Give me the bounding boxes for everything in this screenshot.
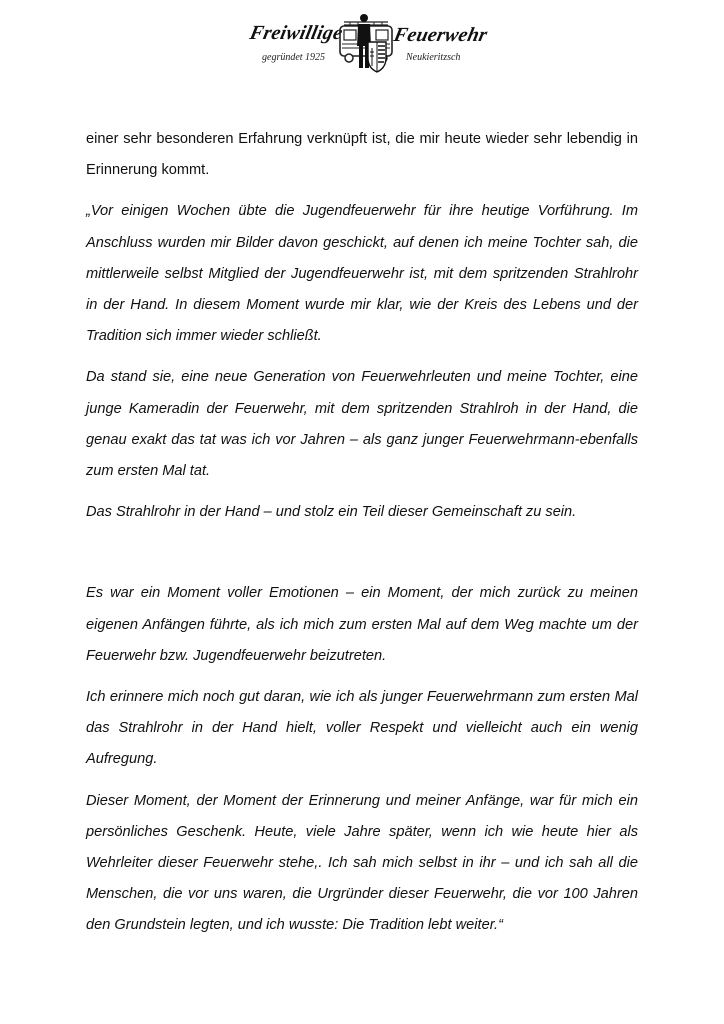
paragraph-spacer xyxy=(86,538,638,578)
letterhead-title-right: Feuerwehr xyxy=(391,24,490,46)
paragraph-tradition: Dieser Moment, der Moment der Erinnerung und meiner Anfänge, war für mich ein persönliches Geschenk. Heute, viele Jahre später, wenn ich wie heute hier als Wehrleiter dieser Feuerwehr stehe,. Ich sah mich selbst in ihr – und ich sah all die Menschen, die vor uns waren, die Urgründer dieser Feuerwehr, die vor 100 Jahren den Grundstein legten, und ich wusste: Die Tradition lebt weiter.“ xyxy=(86,792,638,934)
paragraph-strahlrohr: Das Strahlrohr in der Hand – und stolz ein Teil dieser Gemeinschaft zu sein. xyxy=(86,504,577,521)
paragraph-daughter: Da stand sie, eine neue Generation von Feuerwehrleuten und meine Tochter, eine junge Kameradin der Feuerwehr, mit dem spritzenden Strahlroh in der Hand, die genau exakt das tat was ich vor Jahren – als ganz junger Feuerwehrmann-ebenfalls zum ersten Mal tat. xyxy=(86,369,638,480)
letterhead-location: Neukieritzsch xyxy=(406,52,461,63)
fire-truck-emblem-icon xyxy=(336,12,396,78)
letterhead xyxy=(246,10,490,76)
document-body xyxy=(86,124,638,952)
paragraph-intro: einer sehr besonderen Erfahrung verknüpft ist, die mir heute wieder sehr lebendig in Erinnerung kommt. xyxy=(86,131,638,179)
letterhead-founded: gegründet 1925 xyxy=(262,52,326,63)
paragraph-quote-start: „Vor einigen Wochen übte die Jugendfeuerwehr für ihre heutige Vorführung. Im Anschluss wurden mir Bilder davon geschickt, auf denen ich meine Tochter sah, die mittlerweile selbst Mitglied der Jugendfeuerwehr ist, mit dem spritzenden Strahlrohr in der Hand. In diesem Moment wurde mir klar, wie der Kreis des Lebens und der Tradition sich immer wieder schließt. xyxy=(86,203,638,345)
letterhead-title-left: Freiwillige xyxy=(247,22,345,44)
paragraph-memory: Ich erinnere mich noch gut daran, wie ich als junger Feuerwehrmann zum ersten Mal das Strahlrohr in der Hand hielt, voller Respekt und vielleicht auch ein wenig Aufregung. xyxy=(86,689,638,768)
paragraph-emotions: Es war ein Moment voller Emotionen – ein Moment, der mich zurück zu meinen eigenen Anfängen führte, als ich mich zum ersten Mal auf dem Weg machte um der Feuerwehr bzw. Jugendfeuerwehr beizutreten. xyxy=(86,585,638,664)
